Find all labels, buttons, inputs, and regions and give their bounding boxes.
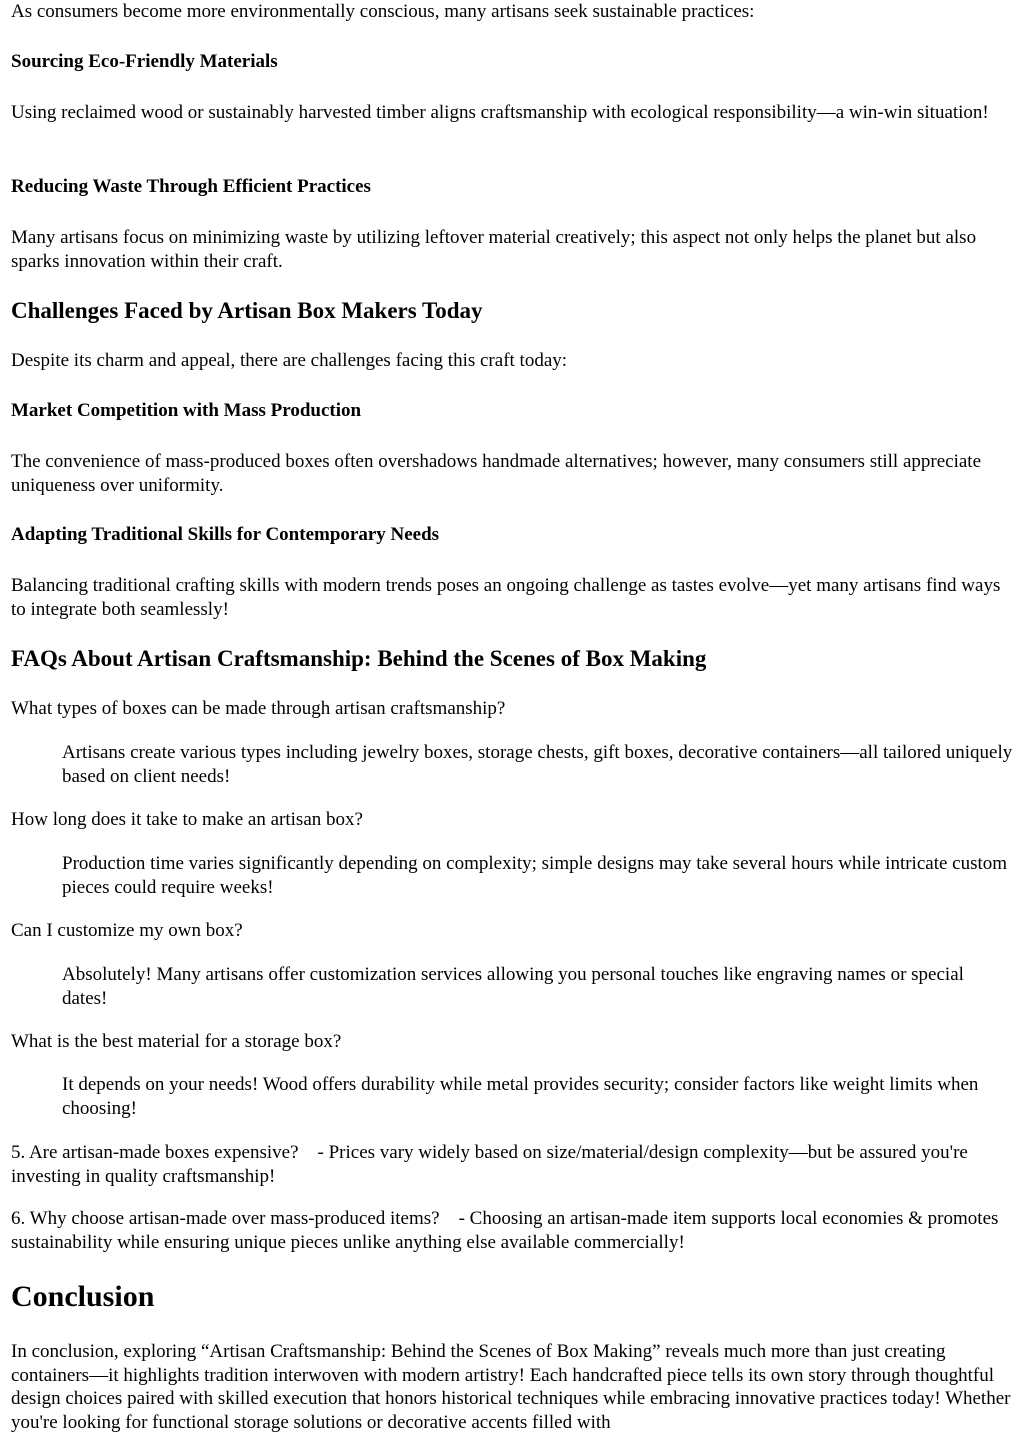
paragraph-reducing-waste: Many artisans focus on minimizing waste by utilizing leftover material creatively; this aspect not only helps the planet but also sparks innovation within their craft.: [11, 227, 977, 272]
heading-sourcing-eco-friendly-materials: Sourcing Eco-Friendly Materials: [11, 51, 278, 72]
faq-answer: Absolutely! Many artisans offer customization services allowing you personal touches like engraving names or special dates!: [62, 964, 964, 1009]
paragraph-adapting-skills: Balancing traditional crafting skills with modern trends poses an ongoing challenge as tastes evolve—yet many artisans find ways to integrate both seamlessly!: [11, 575, 1001, 620]
faq-question: What types of boxes can be made through artisan craftsmanship?: [11, 698, 506, 719]
faq-answer: Artisans create various types including jewelry boxes, storage chests, gift boxes, decorative containers—all tailored uniquely based on client needs!: [62, 742, 1013, 787]
challenges-intro: Despite its charm and appeal, there are challenges facing this craft today:: [11, 350, 568, 371]
faq-inline-6: 6. Why choose artisan-made over mass-produced items? - Choosing an artisan-made item supports local economies & promotes sustainability while ensuring unique pieces unlike anything else available commercially!: [11, 1208, 1004, 1253]
faq-question: How long does it take to make an artisan box?: [11, 809, 363, 830]
faq-question: What is the best material for a storage box?: [11, 1031, 342, 1052]
faq-answer: It depends on your needs! Wood offers durability while metal provides security; consider factors like weight limits when choosing!: [62, 1074, 979, 1119]
heading-faqs: FAQs About Artisan Craftsmanship: Behind the Scenes of Box Making: [11, 646, 707, 671]
heading-adapting-skills: Adapting Traditional Skills for Contemporary Needs: [11, 524, 440, 545]
heading-market-competition: Market Competition with Mass Production: [11, 400, 362, 421]
paragraph-sourcing: Using reclaimed wood or sustainably harvested timber aligns craftsmanship with ecological responsibility—a win-win situation!: [11, 102, 989, 123]
heading-challenges: Challenges Faced by Artisan Box Makers Today: [11, 298, 483, 323]
heading-reducing-waste: Reducing Waste Through Efficient Practices: [11, 176, 371, 197]
conclusion-paragraph: In conclusion, exploring “Artisan Craftsmanship: Behind the Scenes of Box Making” reveals much more than just creating containers—it highlights tradition interwoven with modern artistry! Each handcrafted piece tells its own story through thoughtful design choices paired with skilled execution that honors historical techniques while embracing innovative practices today! Whether you're looking for functional storage solutions or decorative accents filled with: [11, 1341, 1011, 1433]
faq-answer: Production time varies significantly depending on complexity; simple designs may take several hours while intricate custom pieces could require weeks!: [62, 853, 1008, 898]
heading-conclusion: Conclusion: [11, 1280, 155, 1313]
faq-question: Can I customize my own box?: [11, 920, 243, 941]
paragraph-market-competition: The convenience of mass-produced boxes often overshadows handmade alternatives; however, many consumers still appreciate uniqueness over uniformity.: [11, 451, 982, 496]
faq-inline-5: 5. Are artisan-made boxes expensive? - Prices vary widely based on size/material/design complexity—but be assured you're investing in quality craftsmanship!: [11, 1142, 973, 1187]
sustainability-intro: As consumers become more environmentally conscious, many artisans seek sustainable practices:: [11, 1, 755, 22]
